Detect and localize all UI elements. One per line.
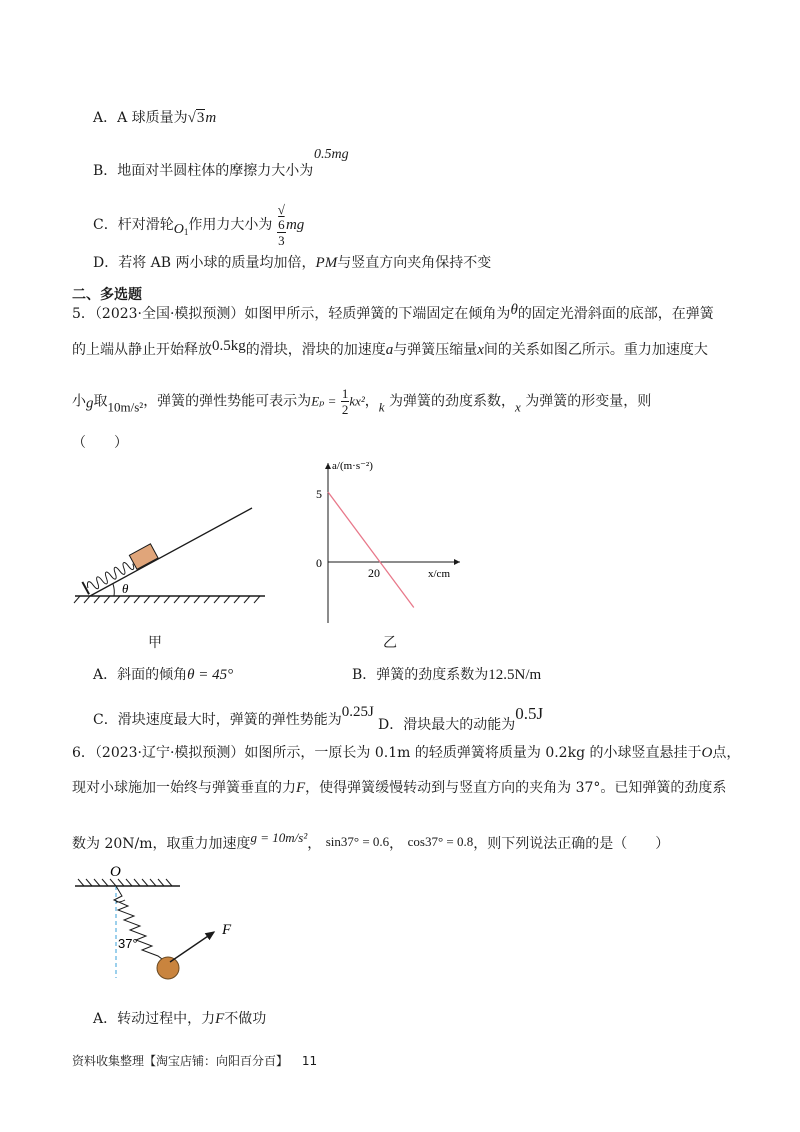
y-axis-label: a/(m·s⁻²) — [332, 460, 373, 472]
option-a-prev: A．A 球质量为√3m — [93, 110, 217, 126]
y-tick-5: 5 — [316, 487, 322, 501]
q5-line1: 5．（2023·全国·模拟预测）如图甲所示，轻质弹簧的下端固定在倾角为θ的固定光滑斜面的底部，在弹簧 — [72, 302, 714, 322]
point-o-label: O — [110, 864, 121, 880]
q5-option-b: B．弹簧的劲度系数为12.5N/m — [352, 667, 542, 683]
q5-answer-paren: （ ） — [72, 435, 128, 451]
caption-jia: 甲 — [148, 635, 162, 651]
option-c-prev: C．杆对滑轮$O_1$作用力大小为 √ 6 3 mg — [93, 202, 305, 248]
force-f-label: F — [222, 922, 232, 938]
footer-text: 资料收集整理【淘宝店铺：向阳百分百】 — [72, 1054, 289, 1068]
sqrt-3: √3 — [187, 110, 205, 126]
fraction-half: $\frac{1}{2}$ — [341, 386, 349, 417]
angle-37-label: 37° — [118, 936, 138, 951]
q6-line1: 6．（2023·辽宁·模拟预测）如图所示，一原长为 0.1m 的轻质弹簧将质量为 0.2kg 的小球竖直悬挂于O点， — [72, 745, 741, 761]
option-d-prev: D．若将 AB 两小球的质量均加倍，PM与竖直方向夹角保持不变 — [93, 255, 492, 271]
footer — [72, 1052, 317, 1069]
theta-label: θ — [122, 581, 129, 596]
figure-spring-pendulum — [70, 862, 250, 982]
q5-option-a: A．斜面的倾角θ = 45° — [93, 667, 234, 683]
fraction-sqrt6-over-3: √ 6 3 — [277, 202, 285, 248]
q5-option-d: D．滑块最大的动能为0.5J — [378, 704, 544, 733]
caption-yi: 乙 — [383, 635, 397, 651]
q5-line3: 小g取10m/s²，弹簧的弹性势能可表示为Eₚ = $\frac{1}{2}$ kx²，k 为弹簧的劲度系数，x 为弹簧的形变量，则 — [72, 386, 652, 417]
figure-incline — [70, 500, 270, 610]
x-tick-20: 20 — [368, 566, 380, 580]
section-title: 二、多选题 — [72, 287, 142, 303]
q6-line3: 数为 20N/m，取重力加速度g = 10m/s²， sin37° = 0.6， cos37° = 0.8，则下列说法正确的是（ ） — [72, 830, 670, 852]
option-b-prev-expr: 0.5mg — [314, 147, 349, 162]
q6-line2: 现对小球施加一始终与弹簧垂直的力F，使得弹簧缓慢转动到与竖直方向的夹角为 37°。已知弹簧的劲度系 — [72, 780, 727, 796]
q5-option-c: C．滑块速度最大时，弹簧的弹性势能为0.25J — [93, 704, 374, 728]
origin-label: 0 — [316, 556, 322, 570]
series-line — [328, 492, 414, 608]
x-axis-label: x/cm — [428, 568, 450, 580]
page-number: 11 — [301, 1054, 318, 1068]
q5-line2: 的上端从静止开始释放0.5kg的滑块，滑块的加速度a与弹簧压缩量x间的关系如图乙所示。重力加速度大 — [72, 338, 708, 358]
option-b-prev: B．地面对半圆柱体的摩擦力大小为 — [93, 163, 314, 179]
figure-ax-graph — [300, 455, 470, 630]
q6-option-a: A．转动过程中，力F不做功 — [93, 1011, 267, 1027]
